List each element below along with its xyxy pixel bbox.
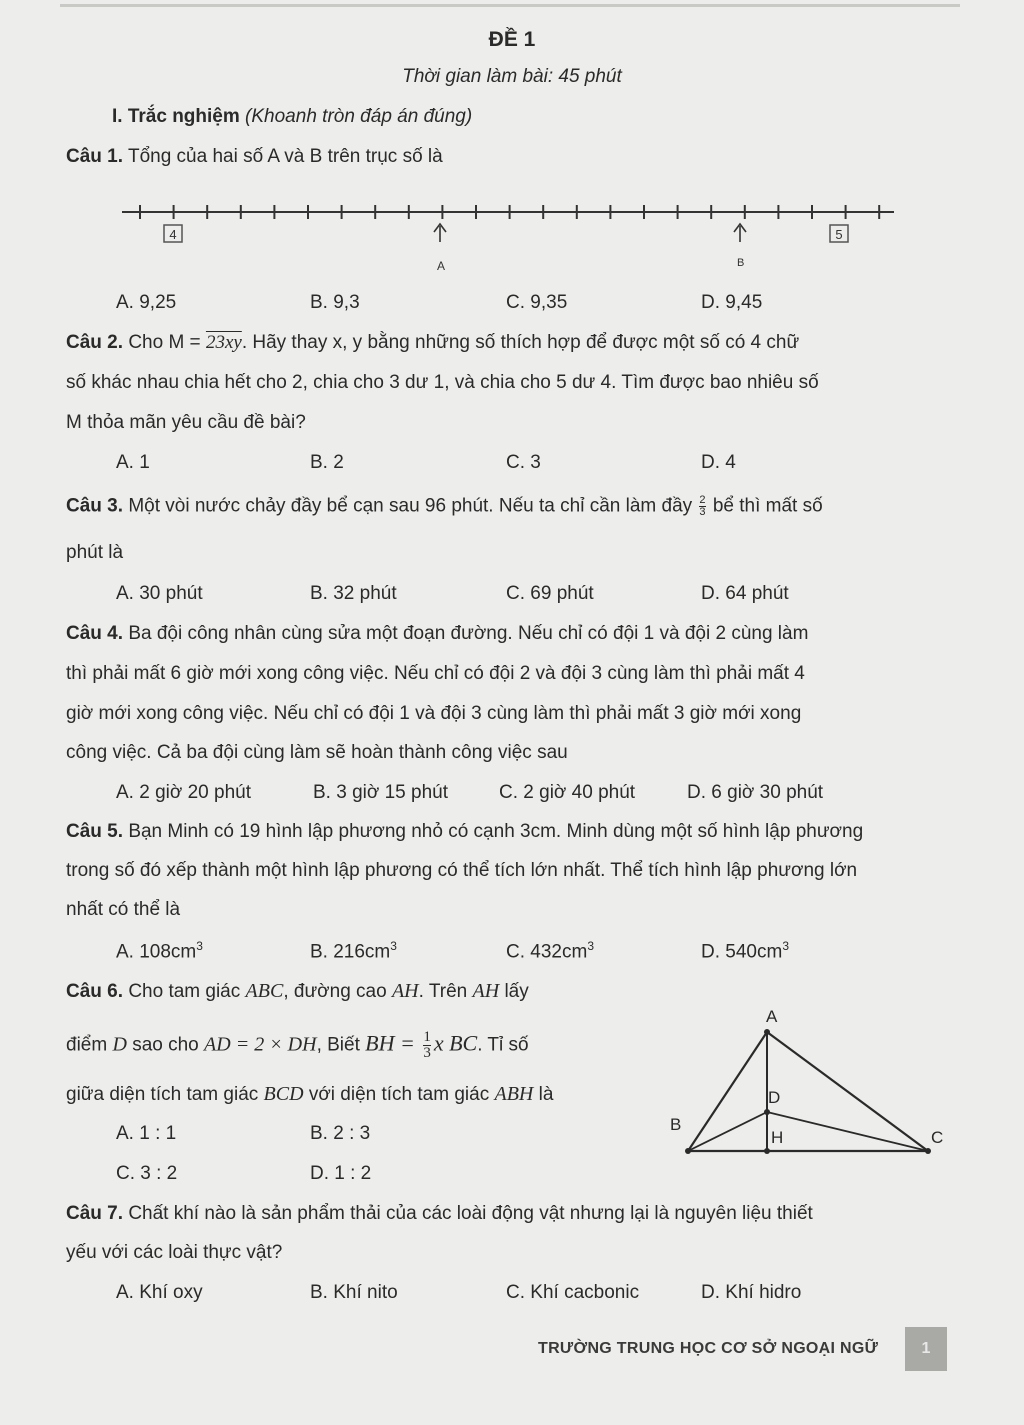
q7-line2: yếu với các loài thực vật? — [66, 1242, 283, 1263]
q5-option-a-exp: 3 — [196, 939, 203, 953]
q7-option-b[interactable]: B. Khí nito — [310, 1282, 398, 1303]
q2-number: 23xy — [205, 332, 242, 353]
section-note: (Khoanh tròn đáp án đúng) — [245, 106, 473, 127]
q2-line1-rest: . Hãy thay x, y bằng những số thích hợp để được một số có 4 chữ — [241, 332, 800, 353]
footer-school: TRƯỜNG TRUNG HỌC CƠ SỞ NGOẠI NGỮ — [538, 1340, 879, 1357]
q3-label: Câu 3. — [66, 495, 124, 517]
q7-line1 — [66, 1203, 813, 1225]
q3-line1-pre: Một vòi nước chảy đầy bể cạn sau 96 phút. Nếu ta chỉ cần làm đầy — [128, 495, 693, 517]
q2-option-b[interactable]: B. 2 — [310, 452, 344, 473]
label-d: D — [768, 1088, 781, 1107]
q6-line2-d: . Tỉ số — [477, 1034, 529, 1056]
page-number: 1 — [905, 1327, 947, 1371]
q4-line1 — [66, 623, 808, 645]
q3-option-b[interactable]: B. 32 phút — [310, 583, 397, 604]
q2-option-a[interactable]: A. 1 — [116, 452, 150, 473]
q5-option-c-text: C. 432cm — [506, 941, 588, 963]
q6-line2-a: điểm — [66, 1034, 113, 1056]
q5-option-a[interactable] — [116, 939, 203, 963]
q6-bh: BH = — [365, 1030, 421, 1056]
q6-abc: ABC — [245, 980, 284, 1002]
q3-line1 — [66, 495, 823, 518]
q4-option-d[interactable]: D. 6 giờ 30 phút — [687, 782, 824, 803]
q1-stem — [66, 146, 443, 168]
side-ac — [767, 1032, 928, 1151]
q7-label: Câu 7. — [66, 1203, 124, 1224]
q6-line3-c: là — [533, 1084, 554, 1105]
segment-dc — [767, 1112, 928, 1151]
q1-option-d[interactable]: D. 9,45 — [701, 292, 763, 313]
top-rule — [60, 4, 960, 7]
q6-option-b[interactable]: B. 2 : 3 — [310, 1123, 371, 1144]
q5-option-d-exp: 3 — [782, 939, 789, 953]
q4-line3: giờ mới xong công việc. Nếu chỉ có đội 1 và đội 3 cùng làm thì phải mất 3 giờ mới xong — [66, 703, 802, 724]
q7-option-a[interactable]: A. Khí oxy — [116, 1282, 203, 1303]
q2-line2: số khác nhau chia hết cho 2, chia cho 3 dư 1, và chia cho 5 dư 4. Tìm được bao nhiêu số — [66, 372, 819, 393]
q3-option-c[interactable]: C. 69 phút — [506, 583, 594, 604]
q6-abh: ABH — [494, 1083, 534, 1105]
q6-line1-c: . Trên — [418, 981, 473, 1002]
q6-ah2: AH — [472, 980, 500, 1002]
section-label: I. Trắc nghiệm — [112, 106, 240, 127]
q5-option-d[interactable] — [701, 939, 789, 963]
point-h — [764, 1148, 770, 1154]
q4-option-b[interactable]: B. 3 giờ 15 phút — [313, 782, 448, 803]
q7-option-c[interactable]: C. Khí cacbonic — [506, 1282, 640, 1303]
q6-line1-d: lấy — [499, 981, 529, 1002]
q6-option-a[interactable]: A. 1 : 1 — [116, 1123, 177, 1144]
q6-line2 — [66, 1030, 529, 1061]
q6-option-c[interactable]: C. 3 : 2 — [116, 1163, 178, 1184]
q7-line1-text: Chất khí nào là sản phẩm thải của các loài động vật nhưng lại là nguyên liệu thiết — [128, 1203, 813, 1224]
q6-line3 — [66, 1083, 553, 1106]
point-c — [925, 1148, 931, 1154]
q6-line2-b: sao cho — [126, 1034, 205, 1056]
q3-frac-num: 2 — [699, 494, 706, 506]
q6-ad: AD = 2 × DH — [204, 1033, 317, 1056]
q6-bh-post: x BC — [433, 1030, 478, 1056]
label-c: C — [931, 1128, 944, 1147]
point-a — [764, 1029, 770, 1035]
left-value: 4 — [169, 227, 177, 242]
q2-option-c[interactable]: C. 3 — [506, 452, 541, 473]
q6-line1 — [66, 980, 529, 1003]
right-value: 5 — [835, 227, 843, 242]
q6-line2-c: , Biết — [316, 1034, 366, 1056]
q6-ah: AH — [391, 980, 419, 1002]
q6-d: D — [112, 1033, 127, 1056]
q4-line1-text: Ba đội công nhân cùng sửa một đoạn đường. Nếu chỉ có đội 1 và đội 2 cùng làm — [128, 623, 809, 644]
q1-option-a[interactable]: A. 9,25 — [116, 292, 177, 313]
triangle-figure — [660, 1000, 960, 1165]
q6-label: Câu 6. — [66, 981, 124, 1002]
q5-option-d-text: D. 540cm — [701, 941, 783, 963]
point-d — [764, 1109, 770, 1115]
q5-option-c[interactable] — [506, 939, 594, 963]
q3-line1-post: bể thì mất số — [712, 495, 823, 517]
q6-frac-den: 3 — [423, 1045, 431, 1061]
exam-time: Thời gian làm bài: 45 phút — [402, 66, 622, 87]
q5-label: Câu 5. — [66, 821, 124, 842]
q6-line1-b: , đường cao — [283, 981, 392, 1002]
q1-text: Tổng của hai số A và B trên trục số là — [127, 146, 443, 167]
q3-option-a[interactable]: A. 30 phút — [116, 583, 203, 604]
q5-line3: nhất có thể là — [66, 899, 181, 920]
q5-option-c-exp: 3 — [587, 939, 594, 953]
q6-fraction — [423, 1030, 431, 1061]
q6-bcd: BCD — [263, 1083, 304, 1105]
q3-fraction — [699, 495, 705, 518]
q5-line2: trong số đó xếp thành một hình lập phương có thể tích lớn nhất. Thể tích hình lập phương lớn — [66, 860, 858, 881]
q4-option-a[interactable]: A. 2 giờ 20 phút — [116, 782, 251, 803]
number-line — [110, 190, 910, 280]
q5-line1 — [66, 821, 863, 843]
q2-option-d[interactable]: D. 4 — [701, 452, 736, 473]
q6-line3-b: với diện tích tam giác — [303, 1084, 495, 1105]
point-a-label: A — [437, 259, 446, 273]
q3-line2: phút là — [66, 542, 124, 563]
q6-frac-num: 1 — [423, 1029, 431, 1045]
q3-option-d[interactable]: D. 64 phút — [701, 583, 789, 604]
q4-option-c[interactable]: C. 2 giờ 40 phút — [499, 782, 636, 803]
q7-option-d[interactable]: D. Khí hidro — [701, 1282, 802, 1303]
q6-option-d[interactable]: D. 1 : 2 — [310, 1163, 372, 1184]
q6-line3-a: giữa diện tích tam giác — [66, 1084, 264, 1105]
q6-line1-a: Cho tam giác — [128, 981, 246, 1002]
label-b: B — [670, 1115, 682, 1134]
q2-label: Câu 2. — [66, 332, 124, 353]
q4-line4: công việc. Cả ba đội cùng làm sẽ hoàn thành công việc sau — [66, 742, 568, 763]
point-b-label: B — [737, 257, 745, 269]
q5-option-b[interactable] — [310, 939, 397, 963]
q5-line1-text: Bạn Minh có 19 hình lập phương nhỏ có cạnh 3cm. Minh dùng một số hình lập phương — [128, 821, 864, 842]
section-heading — [112, 106, 472, 128]
q3-frac-den: 3 — [699, 506, 706, 518]
q1-option-c[interactable]: C. 9,35 — [506, 292, 568, 313]
q5-option-b-exp: 3 — [390, 939, 397, 953]
exam-title: ĐỀ 1 — [488, 28, 536, 51]
q2-line3: M thỏa mãn yêu cầu đề bài? — [66, 412, 306, 433]
side-ab — [688, 1032, 767, 1151]
point-b — [685, 1148, 691, 1154]
label-h: H — [771, 1128, 784, 1147]
q4-label: Câu 4. — [66, 623, 124, 644]
q2-line1 — [66, 332, 799, 354]
q4-line2: thì phải mất 6 giờ mới xong công việc. Nếu chỉ có đội 2 và đội 3 cùng làm thì phải mất 4 — [66, 663, 805, 684]
q5-option-b-text: B. 216cm — [310, 941, 391, 963]
q2-pre: Cho M = — [128, 332, 206, 353]
label-a: A — [766, 1007, 778, 1026]
q1-option-b[interactable]: B. 9,3 — [310, 292, 360, 313]
q5-option-a-text: A. 108cm — [116, 941, 197, 963]
q1-label: Câu 1. — [66, 146, 124, 167]
